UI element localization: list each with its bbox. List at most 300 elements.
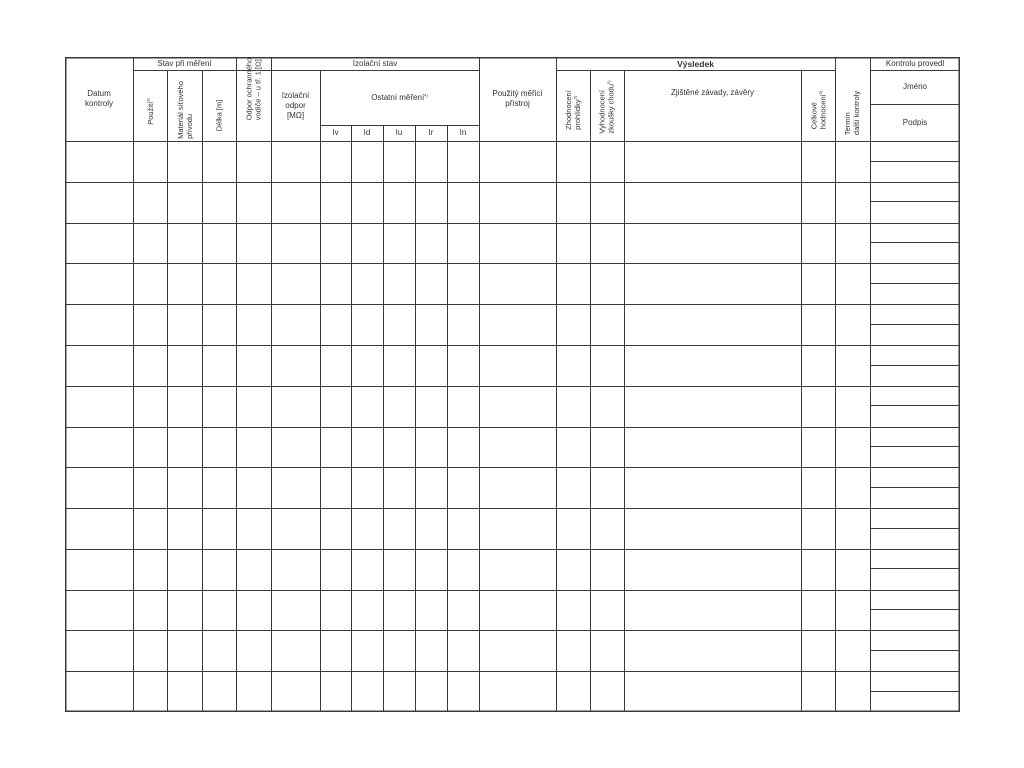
cell-celkove[interactable] [801,263,835,304]
cell-izolacni-odpor[interactable] [271,223,320,264]
cell-in[interactable] [447,223,479,264]
cell-vyhodnoceni[interactable] [590,345,624,386]
cell-vyhodnoceni[interactable] [590,386,624,427]
cell-iv[interactable] [320,386,351,427]
cell-jmeno[interactable] [870,508,960,528]
cell-datum[interactable] [65,304,133,345]
cell-jmeno[interactable] [870,223,960,243]
cell-pristroj[interactable] [479,467,556,508]
cell-izolacni-odpor[interactable] [271,467,320,508]
cell-iv[interactable] [320,549,351,590]
cell-podpis[interactable] [870,528,960,549]
cell-zhodnoceni[interactable] [556,304,590,345]
cell-id[interactable] [351,182,383,223]
cell-celkove[interactable] [801,141,835,182]
header-termin-line1: Termín [843,112,853,136]
header-celkove-line1: Celkové [809,101,819,129]
cell-izolacni-odpor[interactable] [271,182,320,223]
cell-zhodnoceni[interactable] [556,508,590,549]
cell-in[interactable] [447,345,479,386]
cell-pristroj[interactable] [479,671,556,712]
cell-jmeno[interactable] [870,549,960,569]
cell-odpor[interactable] [236,427,271,468]
header-izol-group-text: Izolační stav [352,58,398,68]
inspection-form [65,57,960,712]
cell-datum[interactable] [65,549,133,590]
cell-zhodnoceni[interactable] [556,263,590,304]
cell-termin[interactable] [835,223,870,264]
cell-termin[interactable] [835,263,870,304]
cell-in[interactable] [447,630,479,671]
cell-jmeno[interactable] [870,590,960,610]
cell-pouziti[interactable] [133,223,167,264]
cell-zhodnoceni[interactable] [556,630,590,671]
header-pouziti-text: Použití [145,101,155,125]
cell-odpor[interactable] [236,345,271,386]
cell-id[interactable] [351,263,383,304]
cell-zhodnoceni[interactable] [556,386,590,427]
cell-datum[interactable] [65,223,133,264]
cell-vyhodnoceni[interactable] [590,141,624,182]
cell-pristroj[interactable] [479,427,556,468]
cell-odpor[interactable] [236,223,271,264]
cell-ir[interactable] [415,263,447,304]
cell-iu[interactable] [383,671,415,712]
cell-podpis[interactable] [870,242,960,263]
cell-pristroj[interactable] [479,549,556,590]
cell-datum[interactable] [65,345,133,386]
header-izol-odpor-line1: Izolační [281,90,310,100]
cell-ir[interactable] [415,549,447,590]
cell-termin[interactable] [835,386,870,427]
cell-odpor[interactable] [236,386,271,427]
cell-termin[interactable] [835,630,870,671]
cell-delka[interactable] [202,671,236,712]
cell-zavady[interactable] [624,386,801,427]
cell-izolacni-odpor[interactable] [271,141,320,182]
cell-odpor[interactable] [236,590,271,631]
cell-datum[interactable] [65,467,133,508]
cell-material[interactable] [167,549,202,590]
cell-pristroj[interactable] [479,508,556,549]
cell-termin[interactable] [835,141,870,182]
cell-pouziti[interactable] [133,345,167,386]
cell-material[interactable] [167,671,202,712]
cell-datum[interactable] [65,182,133,223]
cell-podpis[interactable] [870,201,960,222]
header-ostatni-text: Ostatní měření [371,92,425,102]
cell-id[interactable] [351,671,383,712]
cell-material[interactable] [167,223,202,264]
cell-ir[interactable] [415,182,447,223]
cell-datum[interactable] [65,386,133,427]
cell-podpis[interactable] [870,283,960,304]
cell-iu[interactable] [383,223,415,264]
header-sub-iu-text: Iu [395,128,403,137]
cell-izolacni-odpor[interactable] [271,508,320,549]
cell-ir[interactable] [415,386,447,427]
header-zhodnoceni-note: 5) [572,95,578,99]
cell-material[interactable] [167,630,202,671]
cell-in[interactable] [447,427,479,468]
header-celkove-note: 5) [817,90,823,94]
header-stav-group-text: Stav při měření [157,58,212,68]
cell-vyhodnoceni[interactable] [590,508,624,549]
cell-jmeno[interactable] [870,263,960,283]
cell-delka[interactable] [202,263,236,304]
cell-ir[interactable] [415,671,447,712]
cell-odpor[interactable] [236,630,271,671]
cell-pouziti[interactable] [133,508,167,549]
cell-datum[interactable] [65,141,133,182]
cell-pouziti[interactable] [133,590,167,631]
cell-zhodnoceni[interactable] [556,182,590,223]
cell-delka[interactable] [202,182,236,223]
cell-pristroj[interactable] [479,590,556,631]
cell-delka[interactable] [202,345,236,386]
cell-pouziti[interactable] [133,671,167,712]
cell-pristroj[interactable] [479,630,556,671]
cell-delka[interactable] [202,304,236,345]
cell-datum[interactable] [65,671,133,712]
cell-odpor[interactable] [236,141,271,182]
cell-termin[interactable] [835,304,870,345]
cell-zavady[interactable] [624,671,801,712]
cell-podpis[interactable] [870,161,960,182]
cell-pristroj[interactable] [479,141,556,182]
cell-vyhodnoceni[interactable] [590,182,624,223]
cell-iv[interactable] [320,590,351,631]
cell-iv[interactable] [320,630,351,671]
cell-termin[interactable] [835,590,870,631]
cell-id[interactable] [351,141,383,182]
cell-iu[interactable] [383,182,415,223]
cell-izolacni-odpor[interactable] [271,263,320,304]
cell-in[interactable] [447,671,479,712]
cell-celkove[interactable] [801,508,835,549]
cell-delka[interactable] [202,386,236,427]
cell-izolacni-odpor[interactable] [271,304,320,345]
cell-iv[interactable] [320,304,351,345]
cell-jmeno[interactable] [870,345,960,365]
cell-zavady[interactable] [624,263,801,304]
cell-id[interactable] [351,223,383,264]
cell-ir[interactable] [415,304,447,345]
header-pristroj-line1: Použitý měřicí [492,89,543,98]
cell-jmeno[interactable] [870,386,960,406]
cell-zavady[interactable] [624,345,801,386]
cell-vyhodnoceni[interactable] [590,467,624,508]
header-ostatni-note: 4) [424,91,428,97]
cell-iu[interactable] [383,263,415,304]
cell-jmeno[interactable] [870,467,960,487]
cell-delka[interactable] [202,223,236,264]
cell-zavady[interactable] [624,630,801,671]
cell-datum[interactable] [65,630,133,671]
cell-in[interactable] [447,182,479,223]
cell-in[interactable] [447,304,479,345]
cell-celkove[interactable] [801,590,835,631]
cell-podpis[interactable] [870,691,960,712]
cell-podpis[interactable] [870,650,960,671]
cell-podpis[interactable] [870,365,960,386]
cell-zhodnoceni[interactable] [556,590,590,631]
cell-iu[interactable] [383,141,415,182]
cell-jmeno[interactable] [870,182,960,202]
header-datum-text: Datum kontroly [84,89,113,108]
cell-id[interactable] [351,467,383,508]
header-material-line2: přívodu [184,113,194,139]
cell-in[interactable] [447,508,479,549]
cell-vyhodnoceni[interactable] [590,671,624,712]
cell-iu[interactable] [383,549,415,590]
cell-in[interactable] [447,590,479,631]
cell-iv[interactable] [320,467,351,508]
cell-pouziti[interactable] [133,386,167,427]
cell-id[interactable] [351,630,383,671]
cell-jmeno[interactable] [870,427,960,447]
header-zhodnoceni-line1: Zhodnocení [564,89,573,130]
cell-pouziti[interactable] [133,467,167,508]
cell-zavady[interactable] [624,467,801,508]
cell-celkove[interactable] [801,467,835,508]
cell-iv[interactable] [320,141,351,182]
header-vysledek-text: Výsledek [677,58,714,69]
cell-pristroj[interactable] [479,263,556,304]
cell-iv[interactable] [320,263,351,304]
cell-material[interactable] [167,182,202,223]
cell-datum[interactable] [65,263,133,304]
cell-pristroj[interactable] [479,304,556,345]
cell-zhodnoceni[interactable] [556,467,590,508]
cell-material[interactable] [167,427,202,468]
cell-vyhodnoceni[interactable] [590,304,624,345]
cell-iv[interactable] [320,427,351,468]
cell-material[interactable] [167,141,202,182]
cell-izolacni-odpor[interactable] [271,671,320,712]
header-sub-id-text: Id [363,128,371,137]
cell-zavady[interactable] [624,141,801,182]
cell-jmeno[interactable] [870,304,960,324]
cell-zhodnoceni[interactable] [556,427,590,468]
cell-zavady[interactable] [624,549,801,590]
cell-id[interactable] [351,508,383,549]
cell-odpor[interactable] [236,508,271,549]
header-sub-ir-text: Ir [428,128,434,137]
cell-zavady[interactable] [624,427,801,468]
cell-iv[interactable] [320,671,351,712]
cell-zavady[interactable] [624,223,801,264]
cell-delka[interactable] [202,467,236,508]
cell-odpor[interactable] [236,549,271,590]
cell-id[interactable] [351,386,383,427]
cell-in[interactable] [447,141,479,182]
cell-podpis[interactable] [870,568,960,589]
cell-zavady[interactable] [624,508,801,549]
header-termin-line2: další kontroly [852,90,862,136]
header-pouziti-note: 3) [145,98,150,102]
cell-vyhodnoceni[interactable] [590,427,624,468]
cell-izolacni-odpor[interactable] [271,630,320,671]
cell-celkove[interactable] [801,427,835,468]
cell-iu[interactable] [383,590,415,631]
cell-podpis[interactable] [870,324,960,345]
cell-pouziti[interactable] [133,141,167,182]
cell-iu[interactable] [383,304,415,345]
cell-zhodnoceni[interactable] [556,345,590,386]
cell-jmeno[interactable] [870,671,960,691]
cell-iv[interactable] [320,508,351,549]
cell-odpor[interactable] [236,263,271,304]
cell-celkove[interactable] [801,549,835,590]
cell-vyhodnoceni[interactable] [590,263,624,304]
cell-id[interactable] [351,304,383,345]
cell-material[interactable] [167,263,202,304]
cell-pristroj[interactable] [479,386,556,427]
cell-iu[interactable] [383,630,415,671]
cell-ir[interactable] [415,427,447,468]
cell-vyhodnoceni[interactable] [590,223,624,264]
cell-zavady[interactable] [624,304,801,345]
cell-iv[interactable] [320,182,351,223]
cell-odpor[interactable] [236,467,271,508]
cell-iv[interactable] [320,345,351,386]
header-vyhodnoceni-line1: Vyhodnocení [598,89,607,134]
cell-pouziti[interactable] [133,630,167,671]
header-odpor-line2: vodiče – u tř. 1 [Ω] [253,59,263,121]
cell-zhodnoceni[interactable] [556,549,590,590]
header-celkove-line2: hodnocení [818,93,828,129]
cell-termin[interactable] [835,508,870,549]
cell-zhodnoceni[interactable] [556,671,590,712]
cell-termin[interactable] [835,549,870,590]
cell-izolacni-odpor[interactable] [271,590,320,631]
cell-vyhodnoceni[interactable] [590,590,624,631]
cell-id[interactable] [351,427,383,468]
cell-pristroj[interactable] [479,345,556,386]
cell-iu[interactable] [383,508,415,549]
cell-material[interactable] [167,467,202,508]
cell-izolacni-odpor[interactable] [271,345,320,386]
cell-iv[interactable] [320,223,351,264]
cell-delka[interactable] [202,141,236,182]
cell-material[interactable] [167,304,202,345]
cell-termin[interactable] [835,182,870,223]
cell-delka[interactable] [202,549,236,590]
cell-material[interactable] [167,508,202,549]
cell-ir[interactable] [415,590,447,631]
cell-vyhodnoceni[interactable] [590,549,624,590]
cell-material[interactable] [167,386,202,427]
cell-ir[interactable] [415,345,447,386]
cell-celkove[interactable] [801,304,835,345]
cell-datum[interactable] [65,590,133,631]
cell-zhodnoceni[interactable] [556,141,590,182]
cell-podpis[interactable] [870,405,960,426]
header-sub-iv-text: Iv [332,128,339,137]
cell-iu[interactable] [383,427,415,468]
cell-ir[interactable] [415,467,447,508]
cell-izolacni-odpor[interactable] [271,427,320,468]
cell-id[interactable] [351,345,383,386]
cell-ir[interactable] [415,223,447,264]
cell-iu[interactable] [383,386,415,427]
cell-celkove[interactable] [801,345,835,386]
cell-odpor[interactable] [236,182,271,223]
cell-id[interactable] [351,549,383,590]
cell-in[interactable] [447,467,479,508]
cell-iu[interactable] [383,467,415,508]
header-vyhodnoceni-line2: zkoušky chodu [607,83,616,134]
cell-id[interactable] [351,590,383,631]
cell-celkove[interactable] [801,386,835,427]
cell-in[interactable] [447,549,479,590]
cell-delka[interactable] [202,590,236,631]
cell-termin[interactable] [835,427,870,468]
cell-pristroj[interactable] [479,182,556,223]
cell-izolacni-odpor[interactable] [271,549,320,590]
header-sub-in-text: In [459,128,467,137]
cell-ir[interactable] [415,508,447,549]
cell-celkove[interactable] [801,182,835,223]
cell-in[interactable] [447,386,479,427]
cell-podpis[interactable] [870,446,960,467]
cell-zavady[interactable] [624,182,801,223]
cell-iu[interactable] [383,345,415,386]
cell-ir[interactable] [415,630,447,671]
cell-celkove[interactable] [801,630,835,671]
cell-ir[interactable] [415,141,447,182]
cell-datum[interactable] [65,508,133,549]
header-vyhodnoceni-note: 5) [606,79,612,84]
cell-jmeno[interactable] [870,630,960,650]
cell-izolacni-odpor[interactable] [271,386,320,427]
header-material-line1: Materiál síťového [175,80,185,139]
cell-pouziti[interactable] [133,304,167,345]
cell-pouziti[interactable] [133,182,167,223]
cell-pouziti[interactable] [133,427,167,468]
cell-delka[interactable] [202,508,236,549]
cell-in[interactable] [447,263,479,304]
header-izol-odpor-line2: odpor [285,100,306,110]
cell-jmeno[interactable] [870,141,960,161]
header-zavady-text: Zjištěné závady, závěry [671,88,754,97]
cell-pouziti[interactable] [133,263,167,304]
header-pristroj-line2: přístroj [505,99,530,108]
cell-podpis[interactable] [870,487,960,508]
cell-delka[interactable] [202,630,236,671]
cell-termin[interactable] [835,467,870,508]
cell-termin[interactable] [835,671,870,712]
header-podpis-text: Podpis [902,117,928,127]
cell-celkove[interactable] [801,223,835,264]
cell-termin[interactable] [835,345,870,386]
cell-odpor[interactable] [236,671,271,712]
header-izol-odpor-line3: [MΩ] [286,110,305,120]
cell-material[interactable] [167,590,202,631]
cell-material[interactable] [167,345,202,386]
cell-pouziti[interactable] [133,549,167,590]
cell-odpor[interactable] [236,304,271,345]
cell-podpis[interactable] [870,609,960,630]
cell-zhodnoceni[interactable] [556,223,590,264]
cell-zavady[interactable] [624,590,801,631]
cell-celkove[interactable] [801,671,835,712]
cell-delka[interactable] [202,427,236,468]
cell-datum[interactable] [65,427,133,468]
cell-pristroj[interactable] [479,223,556,264]
cell-vyhodnoceni[interactable] [590,630,624,671]
